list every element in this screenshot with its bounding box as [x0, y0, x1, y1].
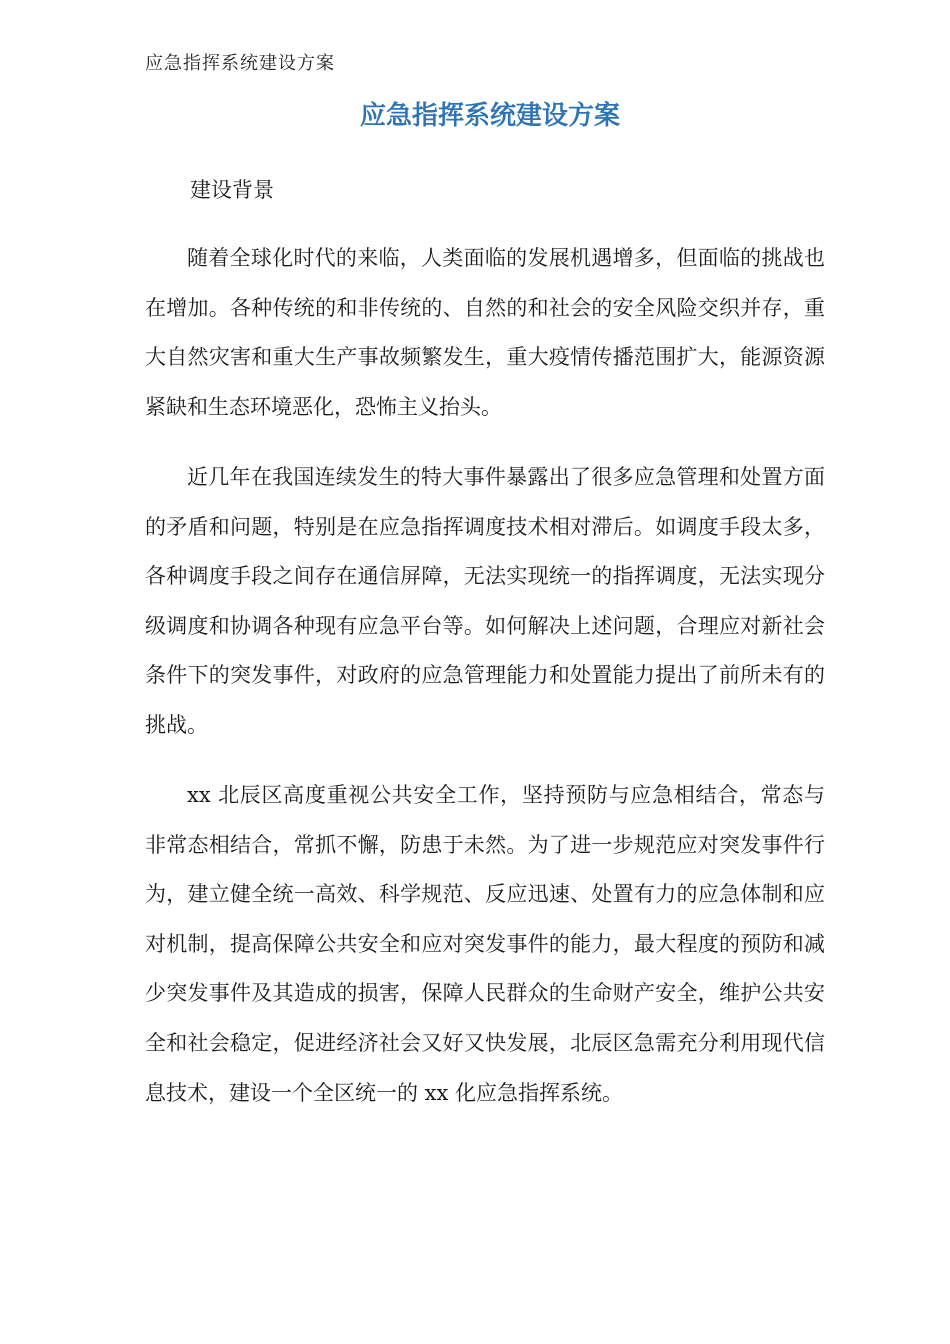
- body-paragraph: 随着全球化时代的来临，人类面临的发展机遇增多，但面临的挑战也在增加。各种传统的和非传统的、自然的和社会的安全风险交织并存，重大自然灾害和重大生产事故频繁发生，重大疫情传播范围扩大，能源资源紧缺和生态环境恶化，恐怖主义抬头。: [145, 246, 825, 419]
- running-header: 应急指挥系统建设方案: [145, 53, 335, 74]
- document-title: 应急指挥系统建设方案: [359, 101, 620, 131]
- body-paragraph: 近几年在我国连续发生的特大事件暴露出了很多应急管理和处置方面的矛盾和问题，特别是在应急指挥调度技术相对滞后。如调度手段太多，各种调度手段之间存在通信屏障，无法实现统一的指挥调度，无法实现分级调度和协调各种现有应急平台等。如何解决上述问题，合理应对新社会条件下的突发事件，对政府的应急管理能力和处置能力提出了前所未有的挑战。: [145, 465, 825, 737]
- section-heading: 建设背景: [190, 178, 274, 202]
- body-paragraph: xx 北辰区高度重视公共安全工作，坚持预防与应急相结合，常态与非常态相结合，常抓不懈，防患于未然。为了进一步规范应对突发事件行为，建立健全统一高效、科学规范、反应迅速、处置有力的应急体制和应对机制，提高保障公共安全和应对突发事件的能力，最大程度的预防和减少突发事件及其造成的损害，保障人民群众的生命财产安全，维护公共安全和社会稳定，促进经济社会又好又快发展，北辰区急需充分利用现代信息技术，建设一个全区统一的 xx 化应急指挥系统。: [145, 783, 825, 1105]
